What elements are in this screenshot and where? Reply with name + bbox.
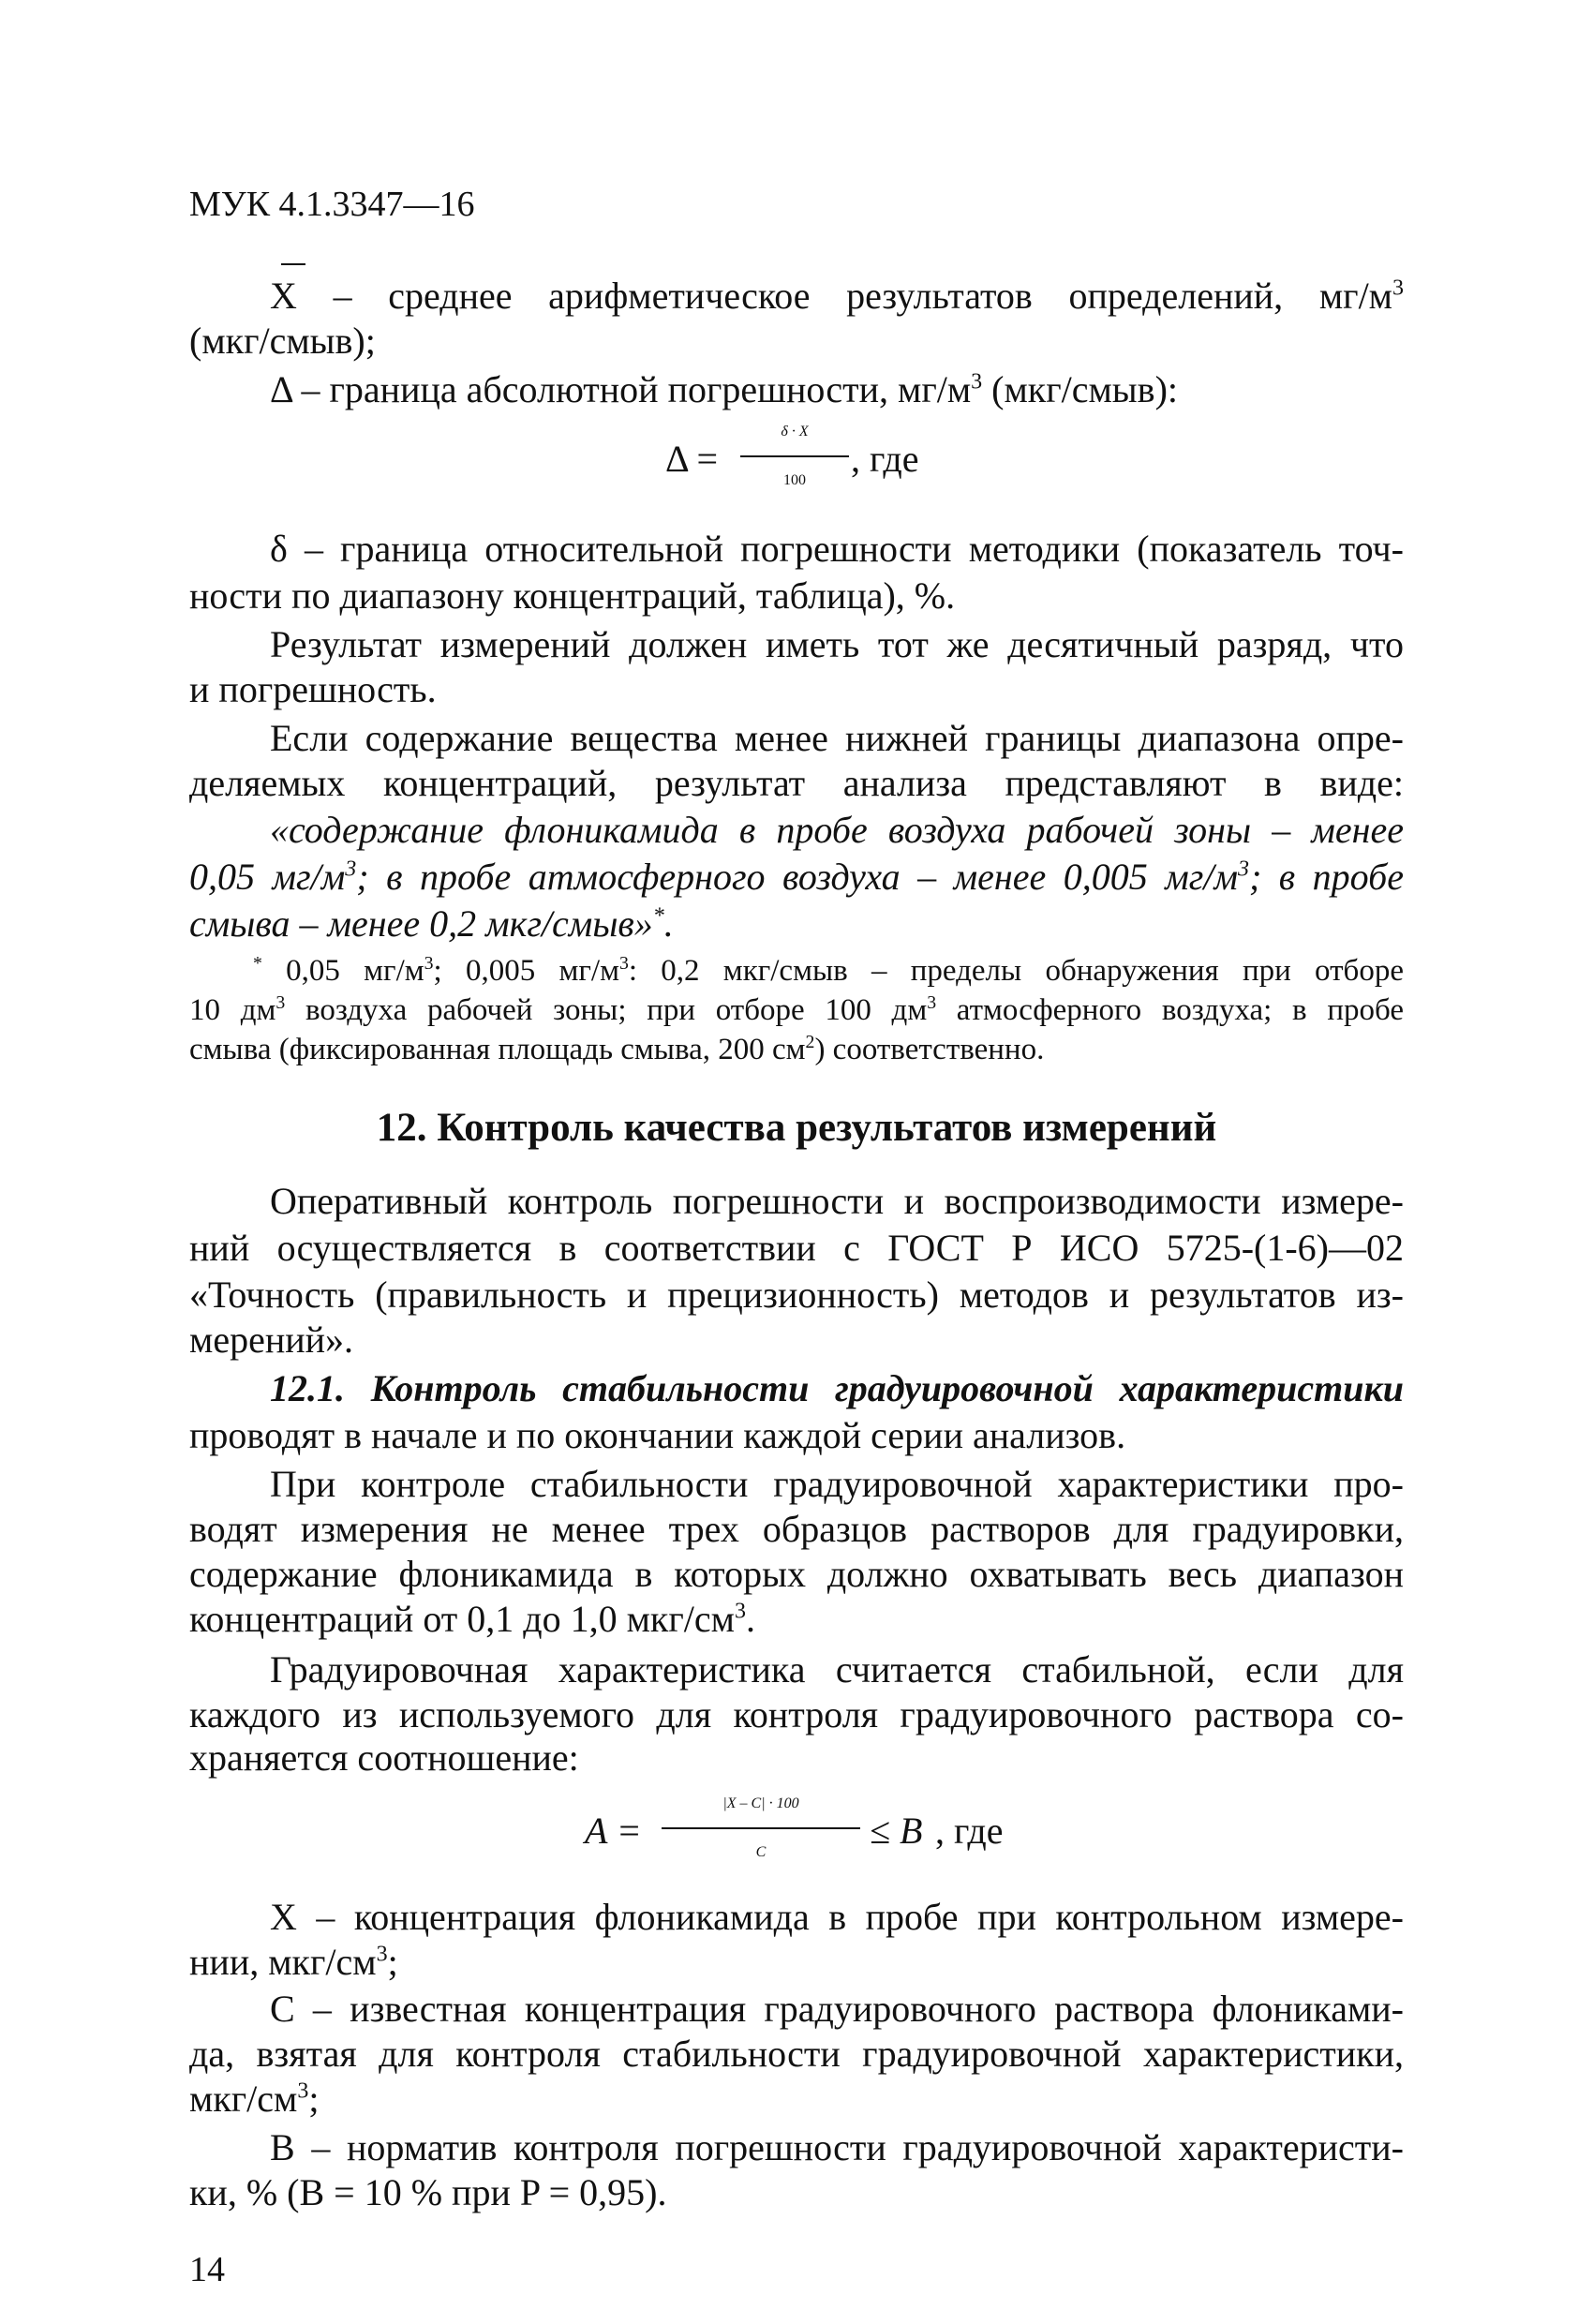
formula-stability-tail: , где xyxy=(935,1810,1004,1852)
result-template-quote-line3: смыва – менее 0,2 мкг/смыв»*. xyxy=(189,902,674,945)
result-paragraph-line1: Результат измерений должен иметь тот же десятичный разряд, что xyxy=(270,623,1404,665)
formula-stability-denominator: C xyxy=(755,1844,767,1860)
xbar-definition-line: X – среднее арифметическое результатов определений, $мг/м^3$ xyxy=(270,275,1404,317)
below-range-paragraph-line2: деляемых концентраций, результат анализа представляют в виде: xyxy=(189,762,1404,804)
section-12-paragraph-line3: «Точность (правильность и прецизионность) методов и результатов из- xyxy=(189,1274,1404,1316)
section-12-paragraph-line2: ний осуществляется в соответствии с ГОСТ Р ИСО 5725-(1-6)—02 xyxy=(189,1227,1404,1269)
section-12-1-paragraph1-line4: концентраций от 0,1 до 1,0 мкг/$см^3$. xyxy=(189,1598,755,1640)
x-definition-line1: X – концентрация флоникамида в пробе при контрольном измере- xyxy=(270,1896,1404,1938)
section-12-paragraph-line4: мерений». xyxy=(189,1318,354,1361)
section-12-paragraph-line1: Оперативный контроль погрешности и воспроизводимости измере- xyxy=(270,1180,1404,1222)
formula-delta-tail: , где xyxy=(851,438,919,480)
b-definition-line1: B – норматив контроля погрешности градуировочной характеристи- xyxy=(270,2126,1404,2168)
section-12-1-paragraph1-line1: При контроле стабильности градуировочной характеристики про- xyxy=(270,1463,1404,1505)
relative-error-definition-line1: δ – граница относительной погрешности методики (показатель точ- xyxy=(270,528,1404,570)
c-definition-line1: C – известная концентрация градуировочного раствора флониками- xyxy=(270,1988,1404,2030)
result-template-quote-line1: «содержание флоникамида в пробе воздуха рабочей зоны – менее xyxy=(270,809,1404,851)
result-paragraph-line2: и погрешность. xyxy=(189,668,437,710)
relative-error-definition-line2: ности по диапазону концентраций, таблица), %. xyxy=(189,574,956,617)
delta-definition: Δ – граница абсолютной погрешности, $мг/м^3$ (мкг/смыв): xyxy=(270,368,1179,410)
section-12-heading: 12. Контроль качества результатов измерений xyxy=(376,1106,1217,1150)
c-definition-line2: да, взятая для контроля стабильности градуировочной характеристики, xyxy=(189,2033,1404,2075)
result-template-quote-line2: 0,05 $мг/м^3$; в пробе атмосферного воздуха – менее 0,005 $мг/м^3$; в пробе xyxy=(189,856,1404,898)
section-12-1-heading: 12.1. Контроль стабильности градуировочной характеристики xyxy=(270,1367,1404,1409)
running-head: МУК 4.1.3347—16 xyxy=(189,185,475,224)
formula-delta-denominator: 100 xyxy=(783,472,806,488)
below-range-paragraph-line1: Если содержание вещества менее нижней границы диапазона опре- xyxy=(270,717,1404,759)
footnote-line1: * 0,05 $мг/м^3$; 0,005 $мг/м^3$: 0,2 мкг/смыв – пределы обнаружения при отборе xyxy=(253,953,1404,988)
x-definition-line2: нии, мкг/$см^3$; xyxy=(189,1941,398,1983)
section-12-1-paragraph2-line3: храняется соотношение: xyxy=(189,1736,579,1779)
xbar-definition-units: (мкг/смыв); xyxy=(189,320,376,362)
formula-delta-lhs: Δ = xyxy=(665,438,719,480)
section-12-1-paragraph1-line2: водят измерения не менее трех образцов растворов для градуировки, xyxy=(189,1508,1404,1550)
section-12-1-paragraph2-line2: каждого из используемого для контроля градуировочного раствора со- xyxy=(189,1693,1404,1736)
section-12-1-heading-tail: проводят в начале и по окончании каждой серии анализов. xyxy=(189,1414,1126,1456)
b-definition-line2: ки, % (B = 10 % при P = 0,95). xyxy=(189,2171,667,2213)
formula-stability-numerator: |X – C| · 100 xyxy=(722,1795,799,1811)
section-12-1-paragraph1-line3: содержание флоникамида в которых должно охватывать весь диапазон xyxy=(189,1553,1404,1595)
c-definition-line3: мкг/$см^3$; xyxy=(189,2078,320,2120)
formula-stability-lhs: A = xyxy=(585,1810,642,1852)
footnote-line3: смыва (фиксированная площадь смыва, 200 $см^2$) соответственно. xyxy=(189,1032,1045,1066)
formula-delta-numerator: δ · X xyxy=(781,424,809,439)
footnote-line2: 10 $дм^3$ воздуха рабочей зоны; при отборе 100 $дм^3$ атмосферного воздуха; в пробе xyxy=(189,992,1404,1027)
footnote-marker: * xyxy=(652,903,664,929)
page-number: 14 xyxy=(189,2250,225,2289)
formula-stability-rhs: ≤ B xyxy=(870,1810,923,1852)
section-12-1-paragraph2-line1: Градуировочная характеристика считается стабильной, если для xyxy=(270,1648,1404,1691)
